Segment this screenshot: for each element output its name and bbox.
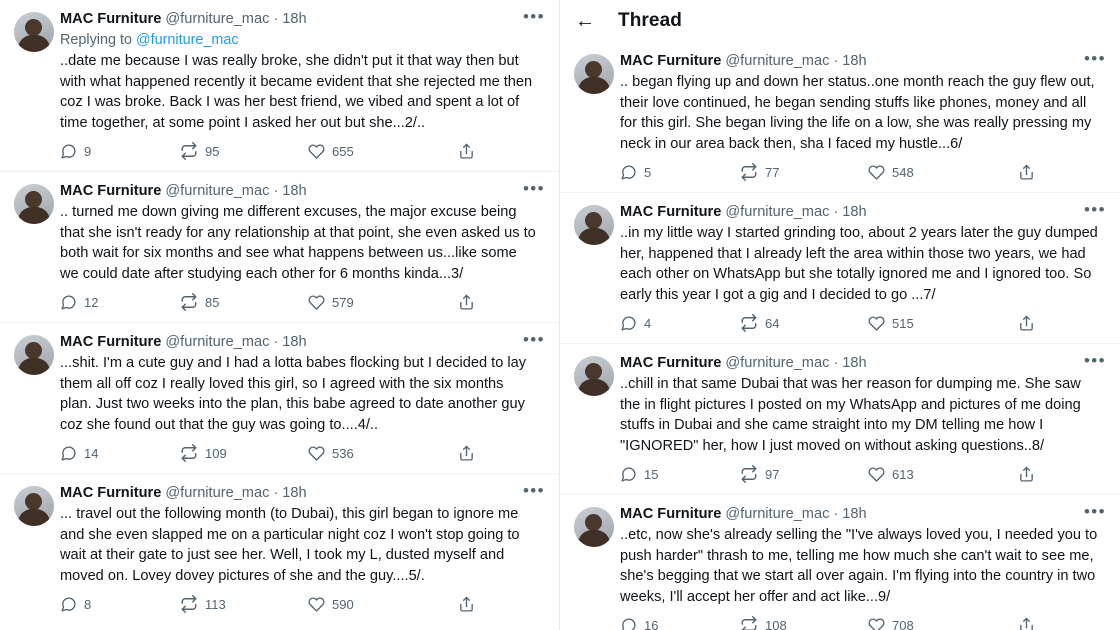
- reply-icon: [620, 315, 637, 332]
- like-count: 655: [332, 143, 354, 159]
- tweet-item[interactable]: [560, 495, 1120, 630]
- avatar-wrap[interactable]: [574, 52, 620, 188]
- reply-icon: [60, 143, 77, 160]
- retweet-icon: [740, 163, 758, 181]
- separator-dot: ·: [273, 183, 279, 199]
- reply-action[interactable]: [620, 315, 740, 332]
- separator-dot: ·: [833, 355, 839, 371]
- like-action[interactable]: [308, 445, 458, 462]
- replying-to-line: [60, 30, 537, 50]
- retweet-icon: [180, 293, 198, 311]
- reply-count: 15: [644, 466, 659, 482]
- tweet-header: [620, 354, 1098, 373]
- reply-action[interactable]: [620, 617, 740, 630]
- share-icon: [458, 596, 475, 613]
- retweet-icon: [740, 314, 758, 332]
- tweet-text: ..etc, now she's already selling the "I've always loved you, I needed you to push harder" thrash to me, telling me how much she can't wait to see me, she's begging that we start all over again. I'm flying into the country in two weeks, I'll accept her offer and act like...9/: [620, 527, 1102, 605]
- share-icon: [458, 294, 475, 311]
- avatar-body: [18, 358, 50, 375]
- more-options-icon[interactable]: •••: [1083, 200, 1106, 219]
- separator-dot: ·: [273, 485, 279, 501]
- avatar-wrap[interactable]: [14, 182, 60, 318]
- retweet-count: 97: [765, 466, 780, 482]
- heart-icon: [308, 294, 325, 311]
- heart-icon: [868, 315, 885, 332]
- like-action[interactable]: [308, 143, 458, 160]
- tweet-item[interactable]: [560, 344, 1120, 495]
- more-options-icon[interactable]: •••: [522, 7, 545, 26]
- author-name[interactable]: MAC Furniture: [620, 53, 722, 69]
- timestamp[interactable]: 18h: [282, 485, 307, 501]
- retweet-icon: [740, 616, 758, 630]
- author-name[interactable]: MAC Furniture: [60, 11, 162, 27]
- tweet-header: [60, 182, 537, 201]
- like-action[interactable]: [868, 315, 1018, 332]
- author-handle[interactable]: @furniture_mac: [725, 355, 830, 371]
- more-options-icon[interactable]: •••: [1083, 49, 1106, 68]
- retweet-action[interactable]: [180, 142, 308, 160]
- share-icon: [1018, 617, 1035, 630]
- avatar[interactable]: [574, 507, 614, 547]
- tweet-body: [620, 200, 1106, 339]
- share-icon: [458, 445, 475, 462]
- share-icon: [1018, 315, 1035, 332]
- retweet-action[interactable]: [740, 163, 868, 181]
- retweet-count: 85: [205, 294, 220, 310]
- separator-dot: ·: [273, 11, 279, 27]
- author-name[interactable]: MAC Furniture: [60, 485, 162, 501]
- avatar-head: [25, 493, 42, 510]
- author-name[interactable]: MAC Furniture: [620, 506, 722, 522]
- like-count: 515: [892, 315, 914, 331]
- reply-action[interactable]: [60, 445, 180, 462]
- avatar-head: [585, 212, 602, 229]
- page-title: Thread: [618, 10, 682, 31]
- share-action[interactable]: [1018, 466, 1058, 483]
- reply-action[interactable]: [620, 466, 740, 483]
- retweet-count: 108: [765, 617, 787, 630]
- retweet-icon: [740, 465, 758, 483]
- separator-dot: ·: [833, 204, 839, 220]
- retweet-action[interactable]: [740, 616, 868, 630]
- tweet-actions: [620, 616, 1098, 630]
- tweet-item[interactable]: [0, 0, 559, 172]
- avatar-wrap[interactable]: [14, 333, 60, 469]
- avatar[interactable]: [14, 12, 54, 52]
- heart-icon: [868, 466, 885, 483]
- more-options-icon[interactable]: •••: [522, 179, 545, 198]
- timestamp[interactable]: 18h: [282, 334, 307, 350]
- replying-to-mention[interactable]: @furniture_mac: [136, 32, 239, 48]
- reply-count: 16: [644, 617, 659, 630]
- like-action[interactable]: [868, 466, 1018, 483]
- share-action[interactable]: [458, 294, 498, 311]
- retweet-icon: [180, 595, 198, 613]
- reply-count: 12: [84, 294, 99, 310]
- tweet-text: .. turned me down giving me different excuses, the major excuse being that she isn't ready for any relationship at that point, she even asked us to both wait for six months and see what happens between us...like some we could date after studying each other for 6 months kinda...3/: [60, 204, 540, 282]
- heart-icon: [308, 143, 325, 160]
- author-handle[interactable]: @furniture_mac: [725, 204, 830, 220]
- avatar-body: [578, 228, 610, 245]
- avatar[interactable]: [574, 205, 614, 245]
- reply-icon: [620, 466, 637, 483]
- like-count: 579: [332, 294, 354, 310]
- reply-icon: [620, 617, 637, 630]
- tweet-text: ...shit. I'm a cute guy and I had a lotta babes flocking but I decided to lay them all off coz I really loved this girl, so I agreed with the six months plan. Just two weeks into the plan, this babe agreed to date another guy coz she found out that the guy was going to....4/..: [60, 355, 531, 433]
- avatar-wrap[interactable]: [14, 10, 60, 167]
- tweet-actions: [60, 595, 537, 613]
- retweet-count: 95: [205, 143, 220, 159]
- timestamp[interactable]: 18h: [282, 11, 307, 27]
- retweet-action[interactable]: [740, 465, 868, 483]
- more-options-icon[interactable]: •••: [1083, 351, 1106, 370]
- author-handle[interactable]: @furniture_mac: [165, 334, 270, 350]
- tweet-text: .. began flying up and down her status..one month reach the guy flew out, their love continued, he began sending stuffs like phones, money and all for this girl. She began living the life on a low, she was really pressing my neck in our area back then, sha I faced my hustle...6/: [620, 74, 1099, 152]
- reply-action[interactable]: [60, 294, 180, 311]
- reply-icon: [60, 294, 77, 311]
- like-action[interactable]: [868, 617, 1018, 630]
- avatar-head: [585, 61, 602, 78]
- tweet-actions: [60, 444, 537, 462]
- reply-count: 9: [84, 143, 92, 159]
- reply-count: 8: [84, 596, 92, 612]
- avatar[interactable]: [14, 184, 54, 224]
- timestamp[interactable]: 18h: [842, 53, 867, 69]
- reply-action[interactable]: [60, 143, 180, 160]
- timestamp[interactable]: 18h: [842, 506, 867, 522]
- author-handle[interactable]: @furniture_mac: [725, 506, 830, 522]
- avatar-head: [25, 19, 42, 36]
- tweet-text: ..date me because I was really broke, she didn't put it that way then but with what happened recently it became evident that she rejected me then coz I was broke. Back I was her best friend, we vibed and spent a lot of time together, at some point I asked her out but she...2/..: [60, 53, 537, 131]
- reply-count: 14: [84, 445, 99, 461]
- heart-icon: [308, 596, 325, 613]
- timestamp[interactable]: 18h: [842, 355, 867, 371]
- tweet-body: [60, 330, 545, 469]
- avatar-head: [25, 342, 42, 359]
- tweet-actions: [60, 142, 537, 160]
- tweet-actions: [60, 293, 537, 311]
- avatar-wrap[interactable]: [574, 203, 620, 339]
- avatar[interactable]: [14, 335, 54, 375]
- reply-action[interactable]: [60, 596, 180, 613]
- heart-icon: [308, 445, 325, 462]
- separator-dot: ·: [833, 506, 839, 522]
- like-count: 613: [892, 466, 914, 482]
- tweet-text: ... travel out the following month (to Dubai), this girl began to ignore me and she even slapped me on a particular night coz I won't stop going to wait at their gate to just see her. Well, I took my L, dusted myself and moved on. Lovey dovey pictures of she and the guy....5/.: [60, 506, 524, 584]
- reply-icon: [620, 164, 637, 181]
- avatar-body: [18, 207, 50, 224]
- like-action[interactable]: [308, 294, 458, 311]
- avatar-body: [578, 530, 610, 547]
- retweet-action[interactable]: [180, 444, 308, 462]
- avatar[interactable]: [574, 356, 614, 396]
- back-arrow-icon[interactable]: ←: [575, 10, 595, 32]
- retweet-icon: [180, 142, 198, 160]
- reply-count: 4: [644, 315, 652, 331]
- retweet-icon: [180, 444, 198, 462]
- thread-header: [560, 0, 1120, 42]
- retweet-count: 113: [205, 596, 226, 612]
- reply-icon: [60, 445, 77, 462]
- tweet-item[interactable]: [560, 193, 1120, 344]
- more-options-icon[interactable]: •••: [522, 330, 545, 349]
- avatar[interactable]: [14, 486, 54, 526]
- tweet-item[interactable]: [560, 42, 1120, 193]
- author-handle[interactable]: @furniture_mac: [165, 485, 270, 501]
- heart-icon: [868, 617, 885, 630]
- reply-count: 5: [644, 164, 652, 180]
- share-action[interactable]: [458, 445, 498, 462]
- avatar-body: [18, 509, 50, 526]
- tweet-actions: [620, 314, 1098, 332]
- retweet-action[interactable]: [740, 314, 868, 332]
- share-action[interactable]: [458, 596, 498, 613]
- avatar-head: [25, 191, 42, 208]
- separator-dot: ·: [833, 53, 839, 69]
- tweet-header: [620, 505, 1098, 524]
- tweet-header: [60, 10, 537, 29]
- tweet-header: [60, 484, 537, 503]
- share-action[interactable]: [1018, 617, 1058, 630]
- tweet-text: ..chill in that same Dubai that was her reason for dumping me. She saw the in flight pictures I posted on my WhatsApp and pictures of me doing stuffs in Dubai and she came straight into my DM telling me how I "IGNORED" her, how I just moved on without asking questions..8/: [620, 376, 1085, 454]
- avatar-wrap[interactable]: [14, 484, 60, 620]
- author-handle[interactable]: @furniture_mac: [725, 53, 830, 69]
- retweet-action[interactable]: [180, 595, 308, 613]
- like-count: 590: [332, 596, 354, 612]
- tweet-body: [60, 179, 545, 318]
- tweet-item[interactable]: [0, 323, 559, 474]
- retweet-count: 64: [765, 315, 780, 331]
- tweet-body: [60, 7, 545, 167]
- reply-action[interactable]: [620, 164, 740, 181]
- tweet-item[interactable]: [0, 474, 559, 624]
- tweet-body: [620, 49, 1106, 188]
- share-icon: [1018, 164, 1035, 181]
- tweet-body: [620, 351, 1106, 490]
- avatar-body: [578, 379, 610, 396]
- share-action[interactable]: [1018, 315, 1058, 332]
- tweet-body: [60, 481, 545, 620]
- author-name[interactable]: MAC Furniture: [620, 355, 722, 371]
- retweet-action[interactable]: [180, 293, 308, 311]
- retweet-count: 109: [205, 445, 227, 461]
- avatar-head: [585, 363, 602, 380]
- replying-to-label: Replying to: [60, 32, 136, 48]
- avatar-body: [578, 77, 610, 94]
- more-options-icon[interactable]: •••: [1083, 502, 1106, 521]
- tweet-header: [620, 203, 1098, 222]
- tweet-actions: [620, 163, 1098, 181]
- author-name[interactable]: MAC Furniture: [620, 204, 722, 220]
- right-thread-column: [560, 0, 1120, 630]
- author-handle[interactable]: @furniture_mac: [165, 183, 270, 199]
- tweet-actions: [620, 465, 1098, 483]
- tweet-header: [620, 52, 1098, 71]
- avatar-wrap[interactable]: [574, 505, 620, 630]
- like-count: 548: [892, 164, 914, 180]
- heart-icon: [868, 164, 885, 181]
- tweet-item[interactable]: [0, 172, 559, 323]
- tweet-body: [620, 502, 1106, 630]
- avatar-head: [585, 514, 602, 531]
- tweet-header: [60, 333, 537, 352]
- avatar-wrap[interactable]: [574, 354, 620, 490]
- reply-icon: [60, 596, 77, 613]
- like-count: 708: [892, 617, 914, 630]
- timestamp[interactable]: 18h: [842, 204, 867, 220]
- author-name[interactable]: MAC Furniture: [60, 183, 162, 199]
- share-icon: [1018, 466, 1035, 483]
- share-action[interactable]: [1018, 164, 1058, 181]
- like-count: 536: [332, 445, 354, 461]
- retweet-count: 77: [765, 164, 780, 180]
- avatar-body: [18, 35, 50, 52]
- like-action[interactable]: [868, 164, 1018, 181]
- share-icon: [458, 143, 475, 160]
- like-action[interactable]: [308, 596, 458, 613]
- avatar[interactable]: [574, 54, 614, 94]
- separator-dot: ·: [273, 334, 279, 350]
- share-action[interactable]: [458, 143, 498, 160]
- tweet-text: ..in my little way I started grinding too, about 2 years later the guy dumped her, happened that I already left the area within those two years, we had each other on WhatsApp but she totally ignored me and I ignored too. So early this year I got a gig and I decided to go ...7/: [620, 225, 1102, 303]
- author-name[interactable]: MAC Furniture: [60, 334, 162, 350]
- author-handle[interactable]: @furniture_mac: [165, 11, 270, 27]
- more-options-icon[interactable]: •••: [522, 481, 545, 500]
- timestamp[interactable]: 18h: [282, 183, 307, 199]
